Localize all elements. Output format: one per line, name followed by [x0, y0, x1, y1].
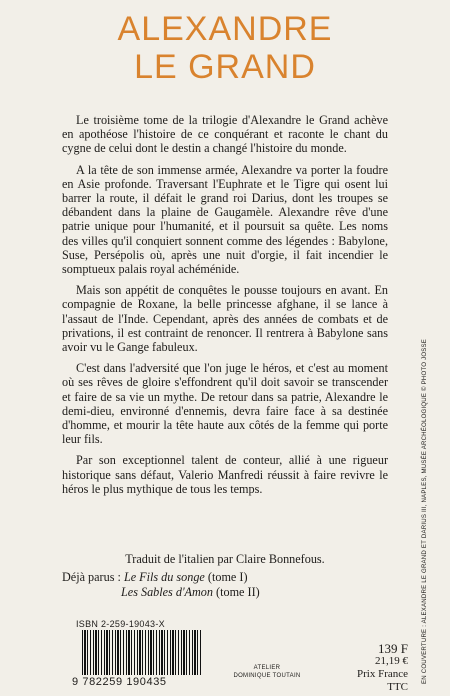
translation-credit: Traduit de l'italien par Claire Bonnefous.	[125, 552, 325, 566]
publisher-line-2: DOMINIQUE TOUTAIN	[233, 673, 301, 679]
synopsis	[62, 113, 388, 503]
price-francs: 139 F	[378, 641, 408, 656]
book2-volume: (tome II)	[216, 585, 260, 599]
synopsis-paragraph: C'est dans l'adversité que l'on juge le héros, et c'est au moment où ses rêves de gloire s'effondrent qu'il doit savoir se transcender et faire de sa vie un mythe. De retour dans sa patrie, Alexandre le demi-dieu, environné d'ennemis, devra faire face à sa destinée d'homme, et mourir la tête haute aux côtés de la femme qui porte leur fils.	[62, 361, 388, 447]
already-published-line-1	[62, 570, 388, 585]
already-published-line-2	[62, 585, 388, 600]
book2-title: Les Sables d'Amon	[121, 585, 213, 599]
book1-title: Le Fils du songe	[123, 570, 205, 584]
cover-credits: EN COUVERTURE : ALEXANDRE LE GRAND ET DARIUS III, NAPLES, MUSÉE ARCHÉOLOGIQUE © PHOTO JOSSE	[421, 338, 428, 684]
title-line-1: ALEXANDRE	[117, 10, 333, 48]
synopsis-paragraph: Le troisième tome de la trilogie d'Alexandre le Grand achève en apothéose l'histoire de ce conquérant et raconte le chant du cygne de celui dont le destin a changé l'histoire du monde.	[62, 113, 388, 156]
price-block	[338, 642, 408, 694]
price-note: Prix France TTC	[356, 668, 408, 693]
barcode-digits: 9 782259 190435	[72, 676, 167, 688]
isbn: ISBN 2-259-19043-X	[76, 619, 165, 629]
already-published	[62, 570, 388, 600]
book1-volume: (tome I)	[207, 570, 248, 584]
price-euros: 21,19 €	[375, 655, 408, 667]
publisher-line-1: ATELIER	[253, 665, 281, 671]
already-published-label: Déjà parus :	[62, 570, 121, 584]
synopsis-paragraph: A la tête de son immense armée, Alexandre va porter la foudre en Asie profonde. Traversant l'Euphrate et le Tigre qui osent lui barrer la route, il défait le grand roi Darius, dont les troupes se débandent dans la plaine de Gaugamèle. Alexandre rêve d'une patrie unique pour l'humanité, et il poursuit sa quête. Les noms des villes qu'il conquiert sonnent comme des légendes : Babylone, Suse, Persépolis où, après une nuit d'orgie, il fait incendier le somptueux palais royal achéménide.	[62, 162, 388, 277]
title-line-2: LE GRAND	[134, 48, 316, 86]
book-title	[0, 10, 450, 86]
barcode	[82, 630, 202, 675]
synopsis-paragraph: Par son exceptionnel talent de conteur, allié à une rigueur historique sans défaut, Valerio Manfredi réussit à faire revivre le héros le plus mythique de tous les temps.	[62, 453, 388, 496]
synopsis-paragraph: Mais son appétit de conquêtes le pousse toujours en avant. En compagnie de Roxane, la belle princesse afghane, il se lance à l'assaut de l'Inde. Cependant, après des années de combats et de privations, il est contraint de renoncer. Il rentrera à Babylone sans avoir vu le Gange fabuleux.	[62, 283, 388, 355]
publisher-imprint	[222, 664, 312, 680]
